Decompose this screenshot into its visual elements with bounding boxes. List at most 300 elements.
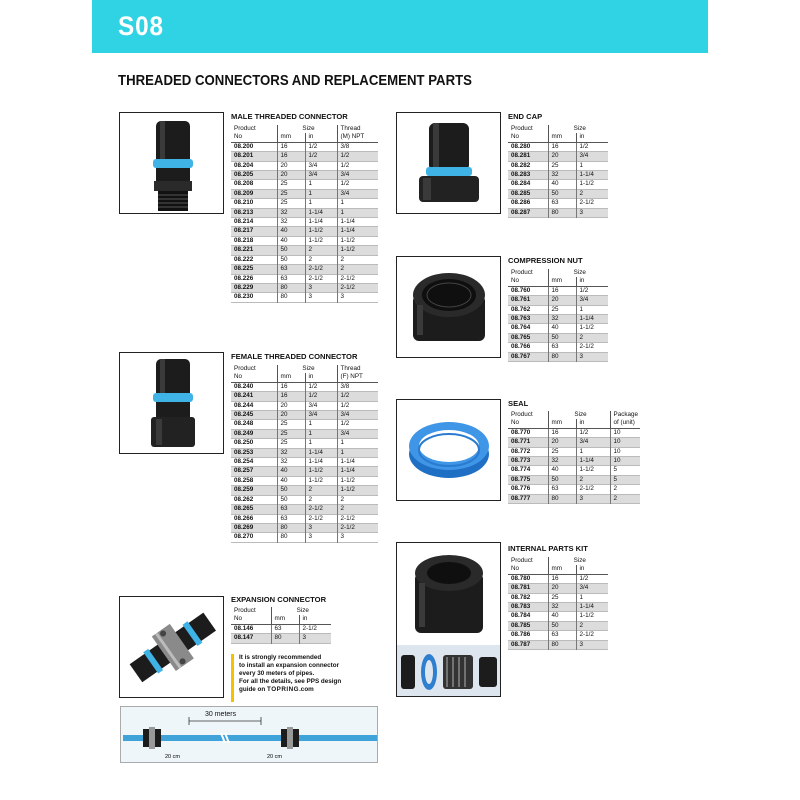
table-cell: 20 <box>548 296 576 305</box>
table-cell: 2-1/2 <box>576 485 610 494</box>
product-number: 08.226 <box>234 274 254 282</box>
table-cell: 1-1/4 <box>337 458 378 467</box>
table-cell: 50 <box>548 333 576 342</box>
note-line: For all the details, see PPS design <box>239 678 342 686</box>
internal-parts-kit-photo <box>396 542 501 697</box>
table-cell: 20 <box>548 438 576 447</box>
product-number: 08.286 <box>511 199 531 207</box>
table-row <box>508 466 640 475</box>
table-cell: 2 <box>337 505 378 514</box>
product-number: 08.258 <box>234 476 254 484</box>
note-line: It is strongly recommended <box>239 654 322 661</box>
note-line: every 30 meters of pipes. <box>239 670 315 678</box>
table-cell: 16 <box>548 286 576 295</box>
male-table <box>231 125 378 303</box>
table-cell: 1/2 <box>576 142 608 151</box>
col-no: No <box>231 133 277 142</box>
table-cell: 3 <box>305 533 337 542</box>
table-cell: 16 <box>277 392 305 401</box>
expansion-table <box>231 607 331 644</box>
table-row <box>508 438 640 447</box>
table-cell: 25 <box>548 593 576 602</box>
table-cell: 1-1/2 <box>576 466 610 475</box>
table-row <box>508 574 608 583</box>
table-cell: 25 <box>277 180 305 189</box>
col-size: Size <box>548 411 610 419</box>
product-number: 08.221 <box>231 246 277 255</box>
table-row <box>231 180 378 189</box>
table-cell: 1 <box>305 180 337 189</box>
table-row <box>508 180 608 189</box>
header-banner <box>92 0 708 53</box>
female-connector-photo <box>119 352 224 454</box>
table-cell: 16 <box>548 574 576 583</box>
col-package-unit: of (unit) <box>610 419 640 428</box>
table-cell: 2 <box>337 265 378 274</box>
table-cell: 2 <box>576 189 608 198</box>
col-in: in <box>576 277 608 286</box>
table-cell: 1/2 <box>337 152 378 161</box>
table-cell: 1/2 <box>305 392 337 401</box>
table-cell: 1/2 <box>305 382 337 391</box>
table-cell: 1/2 <box>576 286 608 295</box>
product-number: 08.218 <box>234 236 254 244</box>
table-cell: 3 <box>576 494 610 503</box>
table-row <box>508 152 608 161</box>
table-cell: 1 <box>576 161 608 170</box>
table-cell: 1/2 <box>305 152 337 161</box>
table-cell: 1-1/4 <box>576 171 608 180</box>
dim-label-left: 20 cm <box>165 754 180 760</box>
table-cell: 2-1/2 <box>576 631 608 640</box>
product-number: 08.762 <box>511 305 531 313</box>
table-cell: 2 <box>305 486 337 495</box>
table-cell: 25 <box>277 189 305 198</box>
table-row <box>508 457 640 466</box>
compression-nut-title: COMPRESSION NUT <box>508 256 583 265</box>
end-cap-table <box>508 125 608 218</box>
col-in: in <box>305 373 337 382</box>
table-cell: 40 <box>277 467 305 476</box>
product-number: 08.209 <box>231 189 277 198</box>
table-cell: 25 <box>548 161 576 170</box>
table-cell: 1-1/2 <box>576 180 608 189</box>
table-cell: 1 <box>576 593 608 602</box>
table-cell: 1-1/4 <box>576 603 608 612</box>
page-title: THREADED CONNECTORS AND REPLACEMENT PARTS <box>118 72 472 89</box>
table-cell: 63 <box>277 514 305 523</box>
product-number: 08.764 <box>511 324 531 332</box>
table-cell: 50 <box>548 475 576 484</box>
table-cell: 80 <box>548 352 576 361</box>
table-cell: 1/2 <box>305 142 337 151</box>
table-cell: 1-1/4 <box>305 218 337 227</box>
table-cell: 10 <box>610 438 640 447</box>
table-cell: 1 <box>576 447 610 456</box>
table-cell: 80 <box>271 634 299 643</box>
section-code: S08 <box>118 11 164 41</box>
product-number: 08.787 <box>508 640 548 649</box>
col-mm: mm <box>548 133 576 142</box>
product-number: 08.766 <box>511 343 531 351</box>
table-row <box>231 476 378 485</box>
table-cell: 40 <box>548 466 576 475</box>
product-number: 08.245 <box>231 411 277 420</box>
table-cell: 3 <box>305 283 337 292</box>
table-cell: 2 <box>305 495 337 504</box>
table-cell: 1/2 <box>576 428 610 437</box>
table-cell: 2 <box>305 246 337 255</box>
col-in: in <box>299 615 331 624</box>
table-cell: 20 <box>277 161 305 170</box>
internal-parts-kit-table <box>508 557 608 650</box>
product-number: 08.249 <box>231 429 277 438</box>
product-number: 08.269 <box>231 523 277 532</box>
table-cell: 2 <box>337 255 378 264</box>
table-cell: 3/4 <box>337 171 378 180</box>
product-number: 08.777 <box>508 494 548 503</box>
table-cell: 2 <box>610 494 640 503</box>
internal-parts-kit-title: INTERNAL PARTS KIT <box>508 544 588 553</box>
col-size: Size <box>277 125 337 133</box>
table-cell: 3/4 <box>337 429 378 438</box>
col-mm: mm <box>277 373 305 382</box>
product-number: 08.265 <box>231 505 277 514</box>
product-number: 08.765 <box>508 333 548 342</box>
col-product: Product <box>511 411 533 418</box>
table-cell: 3/4 <box>576 584 608 593</box>
table-row <box>231 274 378 283</box>
col-size: Size <box>277 365 337 373</box>
table-row <box>508 447 640 456</box>
table-cell: 32 <box>548 457 576 466</box>
table-row <box>231 161 378 170</box>
table-cell: 3/4 <box>576 152 608 161</box>
table-cell: 1 <box>337 199 378 208</box>
table-cell: 1 <box>576 305 608 314</box>
table-cell: 3/4 <box>337 189 378 198</box>
table-cell: 2-1/2 <box>305 265 337 274</box>
product-number: 08.760 <box>511 286 531 294</box>
seal-title: SEAL <box>508 399 529 408</box>
table-cell: 3 <box>305 293 337 302</box>
product-number: 08.200 <box>234 142 254 150</box>
table-row <box>231 439 378 448</box>
product-number: 08.782 <box>511 593 531 601</box>
col-in: in <box>576 565 608 574</box>
female-table <box>231 365 378 543</box>
product-number: 08.280 <box>511 142 531 150</box>
table-row <box>508 593 608 602</box>
product-number: 08.257 <box>231 467 277 476</box>
table-row <box>508 428 640 437</box>
table-cell: 20 <box>277 171 305 180</box>
product-number: 08.204 <box>234 161 254 169</box>
table-row <box>231 533 378 542</box>
table-cell: 5 <box>610 475 640 484</box>
expansion-title: EXPANSION CONNECTOR <box>231 595 327 604</box>
col-mm: mm <box>548 419 576 428</box>
table-cell: 32 <box>277 218 305 227</box>
product-number: 08.201 <box>231 152 277 161</box>
table-row <box>231 265 378 274</box>
dim-label-right: 20 cm <box>267 754 282 760</box>
table-row <box>508 315 608 324</box>
table-cell: 40 <box>277 227 305 236</box>
table-row <box>231 514 378 523</box>
table-cell: 3 <box>337 533 378 542</box>
product-number: 08.240 <box>234 382 254 390</box>
table-cell: 25 <box>277 199 305 208</box>
table-row <box>231 401 378 410</box>
product-number: 08.281 <box>508 152 548 161</box>
table-cell: 2-1/2 <box>576 343 608 352</box>
table-cell: 3/8 <box>337 142 378 151</box>
table-cell: 1-1/4 <box>305 458 337 467</box>
col-mm: mm <box>548 277 576 286</box>
product-number: 08.776 <box>511 485 531 493</box>
product-number: 08.259 <box>231 486 277 495</box>
table-cell: 1-1/2 <box>305 467 337 476</box>
product-number: 08.230 <box>234 293 254 301</box>
product-number: 08.775 <box>508 475 548 484</box>
table-cell: 10 <box>610 428 640 437</box>
table-cell: 20 <box>277 401 305 410</box>
table-cell: 1-1/2 <box>576 324 608 333</box>
table-cell: 1-1/2 <box>337 236 378 245</box>
col-no: No <box>231 373 277 382</box>
table-cell: 50 <box>548 621 576 630</box>
table-row <box>231 392 378 401</box>
table-cell: 16 <box>277 382 305 391</box>
table-cell: 3/4 <box>305 411 337 420</box>
table-row <box>508 199 608 208</box>
col-mm: mm <box>277 133 305 142</box>
product-number: 08.770 <box>511 428 531 436</box>
table-row <box>508 584 608 593</box>
table-row <box>231 227 378 236</box>
table-row <box>231 246 378 255</box>
topring-link[interactable]: TOPRING <box>266 686 300 694</box>
table-row <box>231 523 378 532</box>
table-cell: 32 <box>277 448 305 457</box>
table-cell: 1 <box>337 448 378 457</box>
table-row <box>508 603 608 612</box>
table-row <box>231 382 378 391</box>
col-no: No <box>508 133 548 142</box>
product-number: 08.283 <box>508 171 548 180</box>
col-product: Product <box>234 125 256 132</box>
diagram-distance-label: 30 meters <box>205 711 237 718</box>
note-line: to install an expansion connector <box>239 662 340 670</box>
table-cell: 1-1/2 <box>305 236 337 245</box>
product-number: 08.146 <box>234 624 254 632</box>
table-cell: 1/2 <box>337 401 378 410</box>
table-cell: 32 <box>548 315 576 324</box>
table-row <box>508 475 640 484</box>
table-cell: 1 <box>305 199 337 208</box>
table-cell: 10 <box>610 457 640 466</box>
table-row <box>231 448 378 457</box>
table-cell: 1 <box>337 439 378 448</box>
product-number: 08.229 <box>231 283 277 292</box>
male-title: MALE THREADED CONNECTOR <box>231 112 348 121</box>
product-number: 08.222 <box>234 255 254 263</box>
table-cell: 1-1/2 <box>337 476 378 485</box>
table-cell: 63 <box>548 343 576 352</box>
table-cell: 63 <box>548 485 576 494</box>
product-number: 08.282 <box>511 161 531 169</box>
product-number: 08.287 <box>508 208 548 217</box>
table-cell: 63 <box>277 265 305 274</box>
table-cell: 1-1/4 <box>337 467 378 476</box>
table-row <box>231 429 378 438</box>
product-number: 08.771 <box>508 438 548 447</box>
col-size: Size <box>548 557 608 565</box>
table-row <box>231 208 378 217</box>
table-cell: 1 <box>305 439 337 448</box>
table-row <box>508 631 608 640</box>
table-cell: 3 <box>337 293 378 302</box>
col-size: Size <box>548 269 608 277</box>
table-cell: 1-1/2 <box>305 476 337 485</box>
table-cell: 25 <box>548 305 576 314</box>
product-number: 08.253 <box>231 448 277 457</box>
table-cell: 1/2 <box>337 392 378 401</box>
table-cell: 25 <box>277 420 305 429</box>
table-cell: 1-1/4 <box>576 315 608 324</box>
compression-nut-photo <box>396 256 501 358</box>
table-cell: 2 <box>337 495 378 504</box>
table-cell: 1 <box>305 189 337 198</box>
product-number: 08.772 <box>511 447 531 455</box>
table-cell: 3/4 <box>305 171 337 180</box>
table-row <box>231 486 378 495</box>
table-cell: 3 <box>299 634 331 643</box>
product-number: 08.262 <box>234 495 254 503</box>
table-cell: 2 <box>610 485 640 494</box>
table-cell: 2-1/2 <box>337 514 378 523</box>
product-number: 08.783 <box>508 603 548 612</box>
col-mm: mm <box>548 565 576 574</box>
table-cell: 1/2 <box>337 420 378 429</box>
table-cell: 63 <box>548 631 576 640</box>
table-row <box>231 411 378 420</box>
table-cell: 1-1/2 <box>337 486 378 495</box>
note-text: guide on <box>239 686 267 694</box>
table-row <box>231 624 331 633</box>
table-cell: 16 <box>277 142 305 151</box>
table-row <box>508 208 608 217</box>
table-row <box>231 634 331 643</box>
end-cap-title: END CAP <box>508 112 543 121</box>
table-row <box>508 352 608 361</box>
compression-nut-table <box>508 269 608 362</box>
product-number: 08.213 <box>231 208 277 217</box>
table-cell: 50 <box>277 495 305 504</box>
table-row <box>508 494 640 503</box>
table-row <box>508 171 608 180</box>
table-cell: 40 <box>548 612 576 621</box>
table-row <box>508 640 608 649</box>
col-thread-unit: (F) NPT <box>337 373 378 382</box>
table-row <box>231 293 378 302</box>
product-number: 08.270 <box>234 533 254 541</box>
col-no: No <box>508 419 548 428</box>
col-no: No <box>508 565 548 574</box>
table-row <box>508 343 608 352</box>
note-line <box>239 686 374 694</box>
table-cell: 1-1/4 <box>337 218 378 227</box>
product-number: 08.785 <box>508 621 548 630</box>
table-row <box>508 142 608 151</box>
table-row <box>231 189 378 198</box>
col-product: Product <box>511 125 533 132</box>
table-cell: 1-1/2 <box>576 612 608 621</box>
product-number: 08.244 <box>234 401 254 409</box>
col-no: No <box>508 277 548 286</box>
product-number: 08.241 <box>231 392 277 401</box>
table-cell: 80 <box>277 523 305 532</box>
product-number: 08.767 <box>508 352 548 361</box>
male-connector-photo <box>119 112 224 214</box>
col-thread: Thread <box>337 125 378 133</box>
female-title: FEMALE THREADED CONNECTOR <box>231 352 358 361</box>
col-in: in <box>576 419 610 428</box>
note-domain: .com <box>299 686 314 694</box>
table-cell: 1-1/4 <box>305 208 337 217</box>
end-cap-photo <box>396 112 501 214</box>
table-cell: 1/2 <box>337 161 378 170</box>
table-cell: 25 <box>277 439 305 448</box>
table-cell: 1-1/2 <box>337 246 378 255</box>
table-row <box>231 283 378 292</box>
table-cell: 63 <box>271 624 299 633</box>
product-number: 08.761 <box>508 296 548 305</box>
col-in: in <box>305 133 337 142</box>
table-cell: 1-1/2 <box>305 227 337 236</box>
product-number: 08.250 <box>234 439 254 447</box>
table-cell: 50 <box>277 255 305 264</box>
table-cell: 1-1/4 <box>337 227 378 236</box>
table-row <box>508 286 608 295</box>
table-row <box>231 236 378 245</box>
expansion-connector-photo <box>119 596 224 698</box>
table-cell: 63 <box>548 199 576 208</box>
table-cell: 2-1/2 <box>305 274 337 283</box>
table-cell: 80 <box>277 533 305 542</box>
table-cell: 32 <box>548 603 576 612</box>
product-number: 08.284 <box>511 180 531 188</box>
table-cell: 2-1/2 <box>305 505 337 514</box>
col-package: Package <box>610 411 640 419</box>
col-thread-unit: (M) NPT <box>337 133 378 142</box>
product-number: 08.266 <box>234 514 254 522</box>
product-number: 08.774 <box>511 466 531 474</box>
table-cell: 2-1/2 <box>305 514 337 523</box>
table-cell: 2 <box>576 621 608 630</box>
table-row <box>508 161 608 170</box>
table-cell: 40 <box>277 236 305 245</box>
col-size: Size <box>271 607 331 615</box>
table-cell: 80 <box>548 208 576 217</box>
product-number: 08.285 <box>508 189 548 198</box>
table-cell: 1-1/4 <box>576 457 610 466</box>
table-cell: 1 <box>337 208 378 217</box>
product-number: 08.786 <box>511 631 531 639</box>
table-row <box>231 199 378 208</box>
table-row <box>508 324 608 333</box>
